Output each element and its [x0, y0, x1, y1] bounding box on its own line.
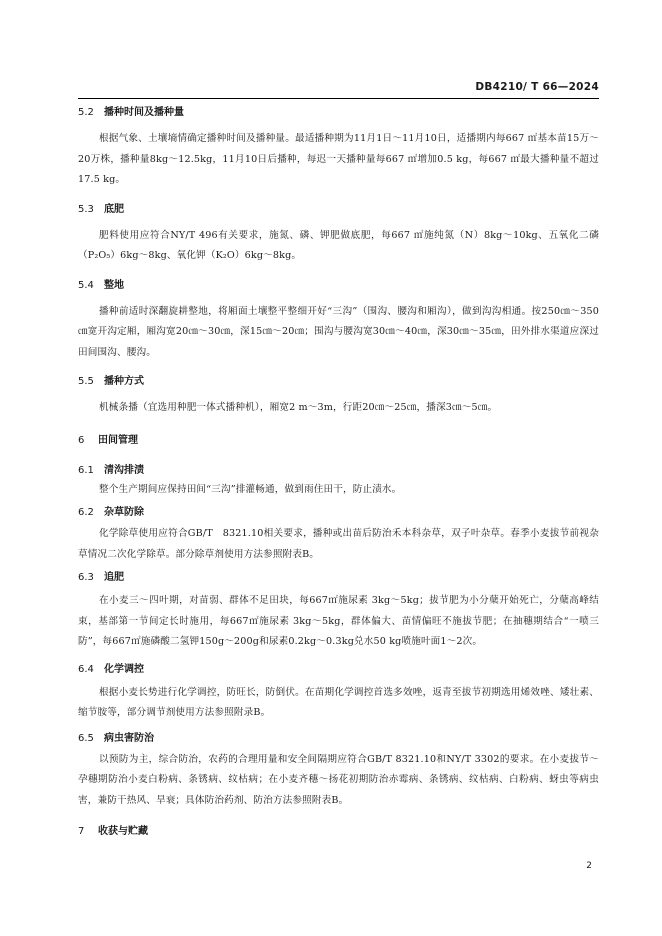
chapter-number: 7 [78, 826, 85, 837]
section-title: 化学调控 [104, 663, 144, 675]
section-5-4 [78, 279, 599, 364]
section-number: 5.2 [78, 107, 94, 118]
header-rule [78, 98, 599, 99]
paragraph: 以预防为主，综合防治，农药的合理用量和安全间隔期应符合GB/T 8321.10和NY/T 3302的要求。在小麦拔节～孕穗期防治小麦白粉病、条锈病、纹枯病；在小麦齐穗～扬花初期防治赤霉病、条锈病、纹枯病、白粉病、蚜虫等病虫害，兼防干热风、旱衰；具体防治药剂、防治方法参照附表B。 [78, 753, 599, 806]
section-number: 5.4 [78, 279, 94, 291]
section-number: 6.2 [78, 507, 94, 518]
chapter-title: 田间管理 [98, 434, 138, 446]
section-number: 5.3 [78, 203, 94, 215]
paragraph: 在小麦三～四叶期，对苗弱、群体不足田块，每667㎡施尿素 3kg～5kg；拔节肥为小分蘖开始死亡，分蘖高峰结束，基部第一节间定长时施用，每667㎡施尿素 3kg～5kg，群体偏大、苗情偏旺不施拔节肥；在抽穗期结合“一喷三防”，每667㎡施磷酸二氢钾150g～200g和尿素0.2kg～0.3kg兑水50 kg喷施叶面1～2次。 [78, 595, 599, 647]
section-6-2 [78, 506, 599, 565]
chapter-7 [78, 825, 599, 839]
paragraph: 整个生产期间应保持田间“三沟”排灌畅通，做到雨住田干，防止渍水。 [99, 483, 402, 495]
page-number: 2 [586, 861, 592, 871]
document-body [78, 106, 599, 839]
section-6-4 [78, 663, 599, 724]
section-title: 整地 [104, 279, 124, 291]
section-title: 清沟排渍 [104, 464, 144, 476]
section-title: 病虫害防治 [104, 732, 154, 744]
section-title: 追肥 [104, 572, 124, 583]
paragraph: 机械条播（宜选用种肥一体式播种机），厢宽2 m～3m，行距20㎝～25㎝，播深3㎝～5㎝。 [99, 402, 498, 413]
section-5-2 [78, 106, 599, 191]
chapter-6 [78, 434, 599, 448]
document-code: DB4210/ T 66—2024 [475, 81, 599, 93]
section-6-3 [78, 571, 599, 653]
section-number: 6.3 [78, 572, 94, 583]
section-title: 播种时间及播种量 [104, 107, 184, 118]
paragraph: 根据气象、土壤墒情确定播种时间及播种量。最适播种期为11月1日～11月10日，适播期内每667 ㎡基本苗15万～20万株，播种量8kg～12.5kg，11月10日后播种，每迟一天播种量每667 ㎡增加0.5 kg，每667 ㎡最大播种量不超过17.5 kg。 [78, 133, 599, 185]
section-number: 6.5 [78, 732, 94, 744]
section-number: 5.5 [78, 376, 94, 387]
section-title: 底肥 [104, 203, 124, 215]
paragraph: 化学除草使用应符合GB/T 8321.10相关要求，播种或出苗后防治禾本科杂草，双子叶杂草。春季小麦拔节前视杂草情况二次化学除草。部分除草剂使用方法参照附表B。 [78, 528, 599, 560]
section-6-1 [78, 464, 599, 501]
section-5-5 [78, 375, 599, 419]
paragraph: 肥料使用应符合NY/T 496有关要求，施氮、磷、钾肥做底肥，每667 ㎡施纯氮（N）8kg～10kg、五氧化二磷（P₂O₅）6kg～8kg、氧化钾（K₂O）6kg～8kg。 [78, 229, 599, 261]
section-5-3 [78, 203, 599, 267]
paragraph: 播种前适时深翻旋耕整地，将厢面土壤整平整细开好“三沟”（围沟、腰沟和厢沟），做到沟沟相通。按250㎝～350㎝宽开沟定厢，厢沟宽20㎝～30㎝，深15㎝～20㎝；围沟与腰沟宽30㎝～40㎝，深30㎝～35㎝，田外排水渠道应深过田间围沟、腰沟。 [78, 305, 599, 358]
chapter-title: 收获与贮藏 [98, 826, 148, 837]
section-title: 播种方式 [104, 376, 144, 387]
section-title: 杂草防除 [104, 507, 144, 518]
section-6-5 [78, 732, 599, 812]
paragraph: 根据小麦长势进行化学调控，防旺长，防倒伏。在苗期化学调控首选多效唑，返青至拔节初期选用烯效唑、矮壮素、缩节胺等，部分调节剂使用方法参照附录B。 [78, 686, 599, 718]
chapter-number: 6 [78, 434, 85, 446]
section-number: 6.4 [78, 663, 94, 675]
section-number: 6.1 [78, 464, 94, 476]
